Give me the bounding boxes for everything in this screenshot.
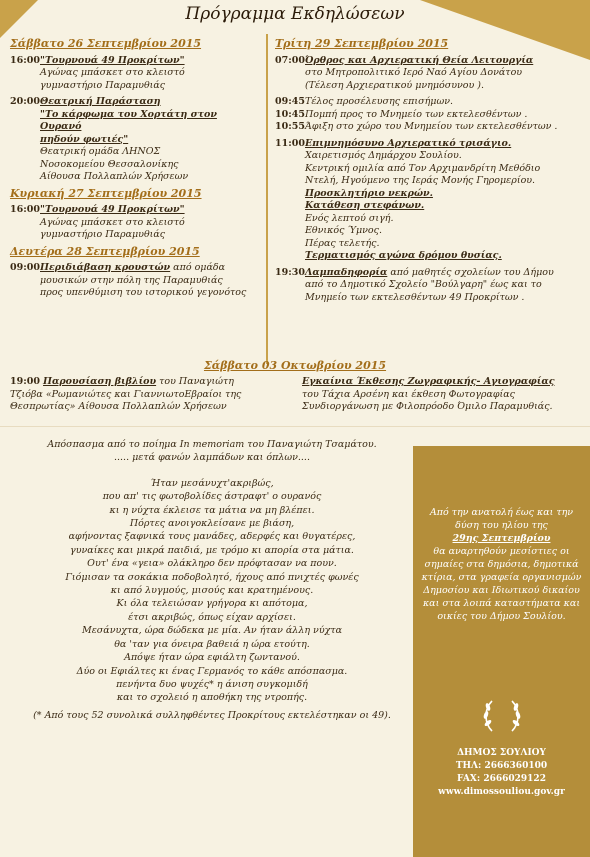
event: 07:00 Όρθρος και Αρχιερατική Θεία Λειτουργία στο Μητροπολιτικό Ιερό Ναό Αγίου Δονάτου (Τέλεση Αρχιερατικού μνημόσυνου ). [275, 54, 534, 91]
page-title: Πρόγραμμα Εκδηλώσεων [185, 4, 405, 24]
poem-excerpt: Απόσπασμα από το ποίημα In memoriam του Παναγιώτη Τσαμάτου. ..... μετά φανών λαμπάδων και όπλων.... Ήταν μεσάνυχτ'ακριβώς, που απ' τις φωτοβολίδες άστραφτ' ο ουρανός κι η νύχτα έκλεισε τα μάτια να μη βλέπει. Πόρτες ανοιγοκλείσανε με βιάση, αφήνοντας ξαφνικά τους μανάδες, αδερφές και θυγατέρες, γυναίκες και μικρά παιδιά, με τρόμο κι απορία στα μάτια. Ουτ' ένα «γεια» ολάκληρο δεν πρόφτασαν να πουν. Γιόμισαν τα σοκάκια ποδοβολητό, ήχους από πνιχτές φωνές κι από λυγμούς, μισούς και κρατημένους. Κι όλα τελειώσαν γρήγορα κι απότομα, έτσι ακριβώς, όπως είχαν αρχίσει. Μεσάνυχτα, ώρα δώδεκα με μία. Αν ήταν άλλη νύχτα θα 'ταν για όνειρα βαθειά η ώρα ετούτη. Απόψε ήταν ώρα εφιάλτη ζωντανού. Δύο οι Εφιάλτες κι ένας Γερμανός το κάθε απόσπασμα. πενήντα δυο ψυχές* η άνιση συγκομιδή και το σχολειό η αποθήκη της ντροπής. (* Από τους 52 συνολικά συλληφθέντες Προκρίτους εκτελέστηκαν οι 49). [33, 439, 391, 721]
event: 09:45 Τέλος προσέλευσης επισήμων. [275, 96, 454, 107]
section-divider [0, 426, 590, 427]
event: 11:00 Επιμνημόσυνο Αρχιερατικό τρισάγιο. Χαιρετισμός Δημάρχου Σουλίου. Κεντρική ομιλία από Τον Αρχιμανδρίτη Μεθόδιο Ντελή, Ηγούμενο της Ιεράς Μονής Γηρομερίου. Προσκλητήριο νεκρών. Κατάθεση στεφάνων. Ενός λεπτού σιγή. Εθνικός Ύμνος. Πέρας τελετής. Τερματισμός αγώνα δρόμου θυσίας. [275, 137, 541, 261]
day-heading: Σάββατο 03 Οκτωβρίου 2015 [203, 359, 387, 372]
day-heading: Δευτέρα 28 Σεπτεμβρίου 2015 [10, 244, 200, 258]
event: 09:00 Περιδιάβαση κρουστών από ομάδα μουσικών στην πόλη της Παραμυθιάς προς υπενθύμιση του ιστορικού γεγονότος [10, 262, 247, 298]
website-link[interactable]: www.dimossouliou.gov.gr [438, 787, 565, 797]
left-column [10, 36, 260, 304]
right-column [275, 36, 587, 308]
event: 16:00 "Τουρνουά 49 Προκρίτων" Αγώνας μπάσκετ στο κλειστό γυμναστήριο Παραμυθιάς [10, 54, 185, 91]
book-presentation: 19:00 Παρουσίαση βιβλίου του Παναγιώτη Τζιόβα «Ρωμανιώτες και ΓιαννιωτοΕβραίοι της Θεσπρωτίας» Αίθουσα Πολλαπλών Χρήσεων [10, 376, 242, 412]
exhibition: Εγκαίνια Έκθεσης Ζωγραφικής- Αγιογραφίας του Τάχια Αρσένη και έκθεση Φωτογραφίας Συνδιοργάνωση με Φιλοπρόοδο Όμιλο Παραμυθιάς. [302, 376, 555, 412]
day-heading: Τρίτη 29 Σεπτεμβρίου 2015 [275, 37, 449, 50]
event: 10:55 Άφιξη στο χώρο του Μνημείου των εκτελεσθέντων . [275, 121, 558, 132]
laurel-wreath-icon [480, 695, 524, 735]
notice-panel: Από την ανατολή έως και την δύση του ηλίου της 29ης Σεπτεμβρίου θα αναρτηθούν μεσίστιες οι σημαίες στα δημόσια, δημοτικά κτίρια, στα γραφεία οργανισμών Δημοσίου και Ιδιωτικού δικαίου και στα λοιπά καταστήματα και οικίες του Δήμου Σουλίου. ΔΗΜΟΣ ΣΟΥΛΙΟΥ ΤΗΛ: 2666360100 FAX: 2666029122 www.dimossouliou.gov.gr [413, 446, 590, 857]
day-heading: Σάββατο 26 Σεπτεμβρίου 2015 [10, 37, 202, 50]
event: 16:00 "Τουρνουά 49 Προκρίτων" Αγώνας μπάσκετ στο κλειστό γυμναστήριο Παραμυθιάς [10, 204, 185, 240]
column-divider [266, 34, 268, 364]
day-heading: Κυριακή 27 Σεπτεμβρίου 2015 [10, 186, 202, 200]
event: 20:00 Θεατρική Παράσταση "Το κάρφωμα του Χορτάτη στον Ουρανό πηδούν φωτιές" Θεατρική ομάδα ΛΗΝΟΣ Νοσοκομείου Θεσσαλονίκης Αίθουσα Πολλαπλών Χρήσεων [10, 96, 217, 182]
event: 19:30 Λαμπαδηφορία από μαθητές σχολείων του Δήμου από το Δημοτικό Σχολείο "Βούλγαρη" έως και το Μνημείο των εκτελεσθέντων 49 Προκρίτων . [275, 266, 554, 303]
event: 10:45 Πομπή προς το Μνημείο των εκτελεσθέντων . [275, 108, 528, 120]
